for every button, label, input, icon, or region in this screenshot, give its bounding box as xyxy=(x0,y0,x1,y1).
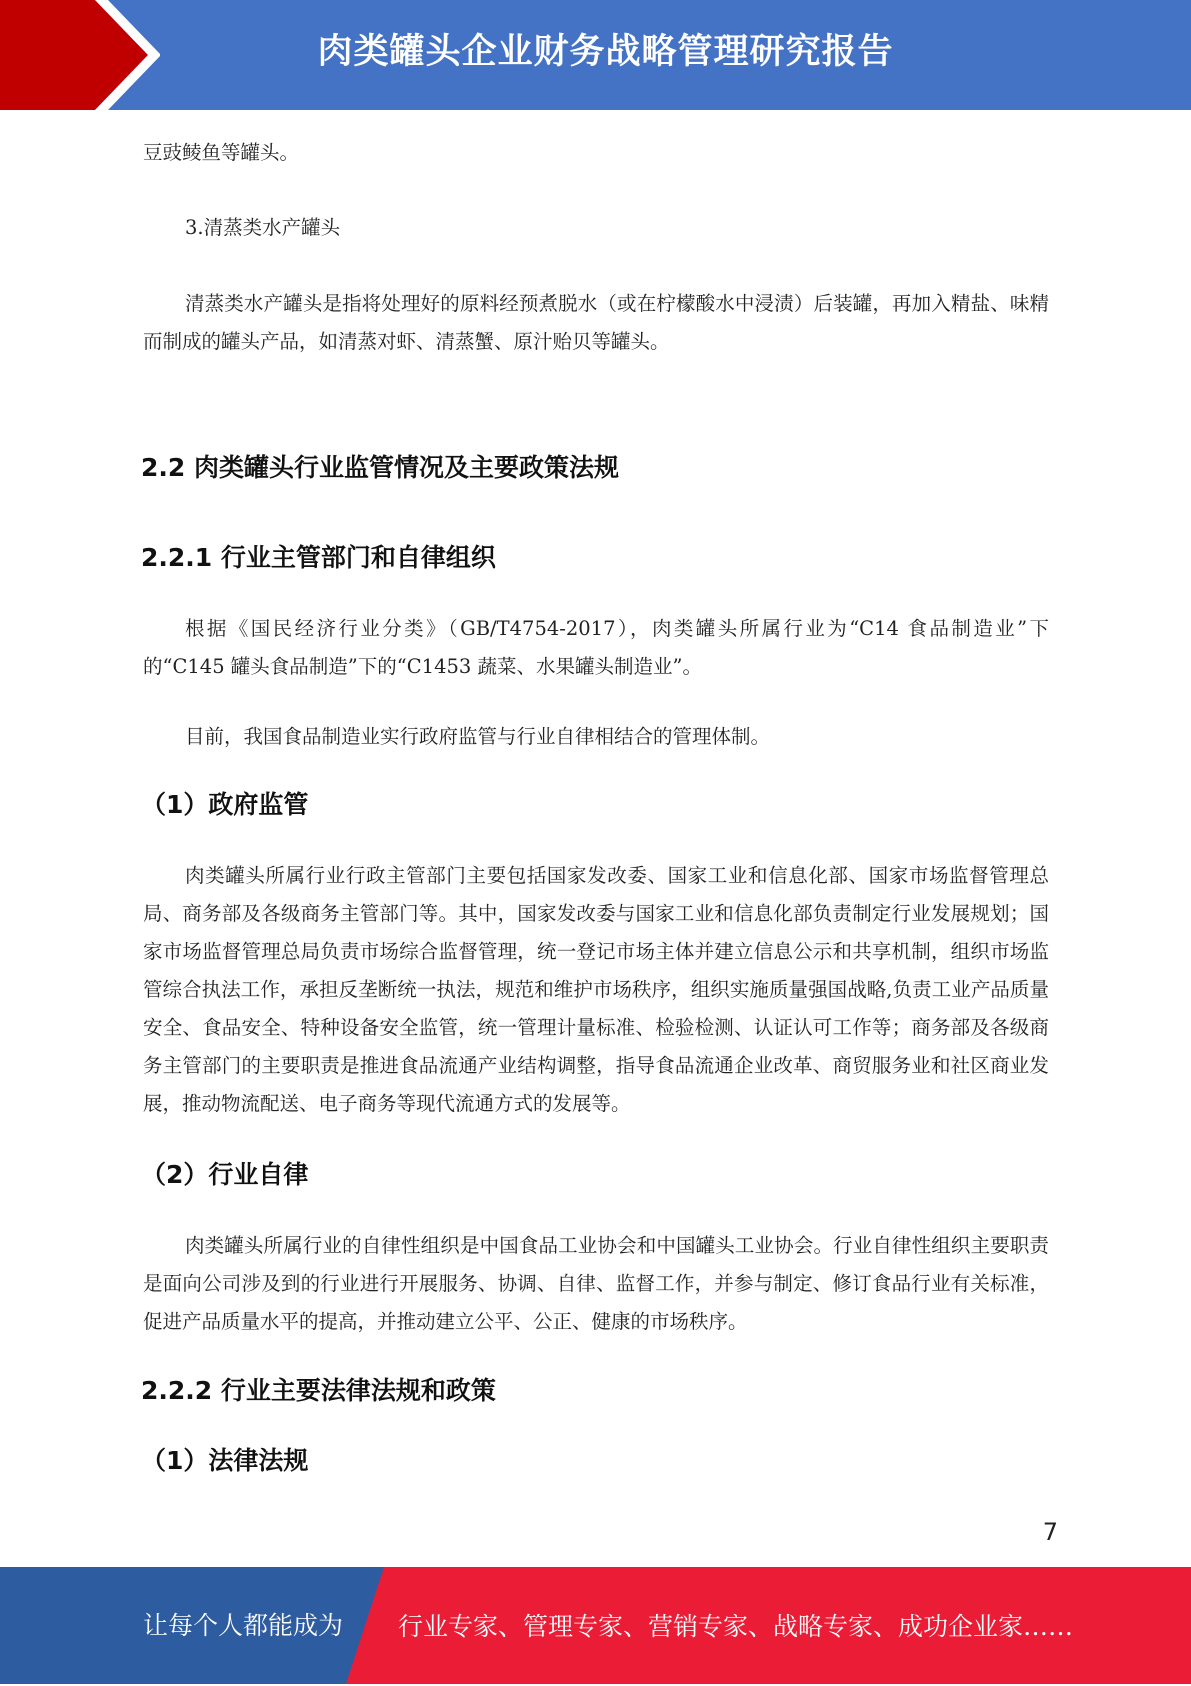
paragraph-industry-self-discipline: 肉类罐头所属行业的自律性组织是中国食品工业协会和中国罐头工业协会。行业自律性组织主要职责是面向公司涉及到的行业进行开展服务、协调、自律、监督工作，并参与制定、修订食品行业有关标准，促进产品质量水平的提高，并推动建立公平、公正、健康的市场秩序。 xyxy=(143,1234,1049,1333)
paragraph-government-regulation: 肉类罐头所属行业行政主管部门主要包括国家发改委、国家工业和信息化部、国家市场监督管理总局、商务部及各级商务主管部门等。其中，国家发改委与国家工业和信息化部负责制定行业发展规划；国家市场监督管理总局负责市场综合监督管理，统一登记市场主体并建立信息公示和共享机制，组织市场监管综合执法工作，承担反垄断统一执法，规范和维护市场秩序，组织实施质量强国战略,负责工业产品质量安全、食品安全、特种设备安全监管，统一管理计量标准、检验检测、认证认可工作等；商务部及各级商务主管部门的主要职责是推进食品流通产业结构调整，指导食品流通企业改革、商贸服务业和社区商业发展，推动物流配送、电子商务等现代流通方式的发展等。 xyxy=(143,864,1049,1115)
paragraph-industry-classification: 根据《国民经济行业分类》（GB/T4754-2017），肉类罐头所属行业为“C14 食品制造业”下的“C145 罐头食品制造”下的“C1453 蔬菜、水果罐头制造业”。 xyxy=(143,617,1049,678)
section-heading-2-2: 2.2 肉类罐头行业监管情况及主要政策法规 xyxy=(141,453,619,482)
list-item-title: 3.清蒸类水产罐头 xyxy=(185,216,341,239)
section-heading-2-2-1: 2.2.1 行业主管部门和自律组织 xyxy=(141,543,496,572)
subheading-industry-self-discipline: （2）行业自律 xyxy=(141,1160,309,1189)
paragraph-intro-tail: 豆豉鲮鱼等罐头。 xyxy=(143,141,300,164)
subheading-government-regulation: （1）政府监管 xyxy=(141,790,309,819)
subheading-laws-regulations: （1）法律法规 xyxy=(141,1446,309,1475)
page-header xyxy=(0,0,1191,110)
report-title: 肉类罐头企业财务战略管理研究报告 xyxy=(317,32,894,72)
footer-slogan-right: 行业专家、管理专家、营销专家、战略专家、成功企业家…… xyxy=(398,1612,1074,1641)
footer-slogan-left: 让每个人都能成为 xyxy=(143,1611,344,1640)
page-footer xyxy=(0,1567,1191,1684)
page-number: 7 xyxy=(1042,1518,1058,1546)
paragraph-management-system: 目前，我国食品制造业实行政府监管与行业自律相结合的管理体制。 xyxy=(185,725,771,748)
section-heading-2-2-2: 2.2.2 行业主要法律法规和政策 xyxy=(141,1376,496,1405)
paragraph-steamed-seafood: 清蒸类水产罐头是指将处理好的原料经预煮脱水（或在柠檬酸水中浸渍）后装罐，再加入精盐、味精而制成的罐头产品，如清蒸对虾、清蒸蟹、原汁贻贝等罐头。 xyxy=(143,292,1049,353)
